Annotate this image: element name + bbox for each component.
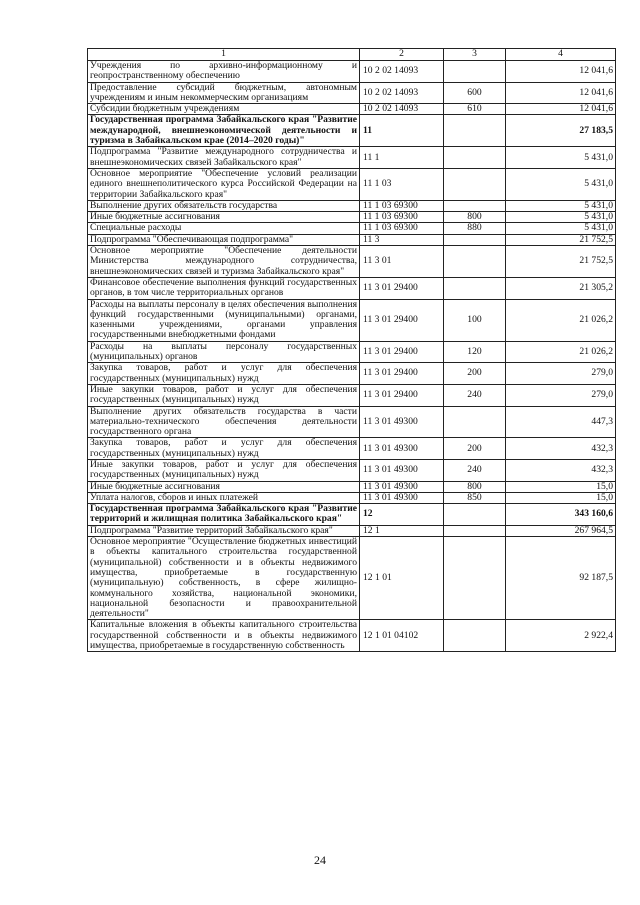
- cell-amount: 279,0: [506, 384, 616, 406]
- cell-code: 11 1 03 69300: [360, 212, 444, 223]
- table-row: [88, 223, 616, 234]
- cell-amount: 21 752,5: [506, 246, 616, 278]
- cell-amount: 21 026,2: [506, 341, 616, 363]
- cell-code: 11 3 01 49300: [360, 492, 444, 503]
- cell-name: Государственная программа Забайкальского края "Развитие территорий и жилищная политика Забайкальского края": [88, 504, 360, 526]
- cell-amount: 27 183,5: [506, 115, 616, 147]
- cell-type: 610: [444, 104, 506, 115]
- cell-code: 12: [360, 504, 444, 526]
- cell-code: 11 1 03 69300: [360, 200, 444, 211]
- table-row: [88, 104, 616, 115]
- cell-name: Расходы на выплаты персоналу государственных (муниципальных) органов: [88, 341, 360, 363]
- table-row: [88, 438, 616, 460]
- cell-type: 200: [444, 363, 506, 385]
- cell-type: 200: [444, 438, 506, 460]
- cell-amount: 21 305,2: [506, 277, 616, 299]
- cell-amount: 21 026,2: [506, 299, 616, 341]
- cell-code: 12 1 01 04102: [360, 620, 444, 652]
- cell-code: 11 3 01 29400: [360, 277, 444, 299]
- cell-amount: 267 964,5: [506, 525, 616, 536]
- table-row: [88, 200, 616, 211]
- table-row: [88, 246, 616, 278]
- cell-code: 10 2 02 14093: [360, 82, 444, 104]
- cell-name: Иные закупки товаров, работ и услуг для обеспечения государственных (муниципальных) нужд: [88, 459, 360, 481]
- budget-table-container: [87, 48, 615, 652]
- cell-amount: 12 041,6: [506, 104, 616, 115]
- cell-amount: 2 922,4: [506, 620, 616, 652]
- cell-code: 11 3 01 29400: [360, 299, 444, 341]
- table-row: [88, 234, 616, 245]
- cell-amount: 12 041,6: [506, 82, 616, 104]
- table-row: [88, 492, 616, 503]
- cell-type: 880: [444, 223, 506, 234]
- table-row: [88, 82, 616, 104]
- cell-type: [444, 147, 506, 169]
- cell-name: Учреждения по архивно-информационному и геопространственному обеспечению: [88, 61, 360, 83]
- cell-code: 11 3: [360, 234, 444, 245]
- cell-amount: 92 187,5: [506, 537, 616, 620]
- table-row: [88, 537, 616, 620]
- cell-amount: 5 431,0: [506, 223, 616, 234]
- cell-name: Основное мероприятие "Обеспечение деятельности Министерства международного сотрудничества, внешнеэкономических связей и туризма Забайкальского края": [88, 246, 360, 278]
- cell-type: 120: [444, 341, 506, 363]
- cell-type: 850: [444, 492, 506, 503]
- cell-code: 10 2 02 14093: [360, 104, 444, 115]
- cell-amount: 279,0: [506, 363, 616, 385]
- table-row: [88, 277, 616, 299]
- cell-amount: 12 041,6: [506, 61, 616, 83]
- cell-name: Закупка товаров, работ и услуг для обеспечения государственных (муниципальных) нужд: [88, 438, 360, 460]
- cell-amount: 432,3: [506, 459, 616, 481]
- table-row: [88, 168, 616, 200]
- cell-type: [444, 234, 506, 245]
- cell-code: 11 1 03 69300: [360, 223, 444, 234]
- table-row: [88, 299, 616, 341]
- cell-code: 11 3 01 49300: [360, 481, 444, 492]
- cell-type: [444, 406, 506, 438]
- cell-code: 11 3 01 29400: [360, 363, 444, 385]
- table-row: [88, 341, 616, 363]
- cell-type: [444, 620, 506, 652]
- cell-amount: 447,3: [506, 406, 616, 438]
- cell-code: 11 1: [360, 147, 444, 169]
- cell-code: 11 3 01 49300: [360, 438, 444, 460]
- table-row: [88, 384, 616, 406]
- cell-name: Подпрограмма "Обеспечивающая подпрограмма": [88, 234, 360, 245]
- cell-name: Иные закупки товаров, работ и услуг для обеспечения государственных (муниципальных) нужд: [88, 384, 360, 406]
- cell-amount: 21 752,5: [506, 234, 616, 245]
- cell-name: Расходы на выплаты персоналу в целях обеспечения выполнения функций государственными (муниципальными) органами, казенными учреждениями, органами управления государственными внебюджетными фондами: [88, 299, 360, 341]
- cell-name: Подпрограмма "Развитие международного сотрудничества и внешнеэкономических связей Забайкальского края": [88, 147, 360, 169]
- table-body: [88, 61, 616, 652]
- cell-name: Уплата налогов, сборов и иных платежей: [88, 492, 360, 503]
- cell-code: 11 3 01 49300: [360, 406, 444, 438]
- cell-amount: 432,3: [506, 438, 616, 460]
- cell-name: Предоставление субсидий бюджетным, автономным учреждениям и иным некоммерческим организациям: [88, 82, 360, 104]
- header-cell-amount: 4: [506, 49, 616, 61]
- cell-code: 12 1 01: [360, 537, 444, 620]
- cell-type: [444, 61, 506, 83]
- table-row: [88, 115, 616, 147]
- cell-name: Специальные расходы: [88, 223, 360, 234]
- cell-type: [444, 504, 506, 526]
- table-row: [88, 212, 616, 223]
- cell-type: [444, 277, 506, 299]
- cell-type: [444, 168, 506, 200]
- cell-amount: 343 160,6: [506, 504, 616, 526]
- cell-amount: 5 431,0: [506, 212, 616, 223]
- cell-type: [444, 537, 506, 620]
- table-row: [88, 147, 616, 169]
- budget-table: [87, 48, 616, 652]
- cell-type: [444, 115, 506, 147]
- cell-amount: 15,0: [506, 492, 616, 503]
- header-cell-name: 1: [88, 49, 360, 61]
- table-row: [88, 459, 616, 481]
- cell-amount: 5 431,0: [506, 147, 616, 169]
- header-cell-type: 3: [444, 49, 506, 61]
- cell-name: Финансовое обеспечение выполнения функций государственных органов, в том числе территориальных органов: [88, 277, 360, 299]
- cell-name: Иные бюджетные ассигнования: [88, 481, 360, 492]
- page-number: 24: [314, 853, 326, 867]
- cell-type: 800: [444, 481, 506, 492]
- table-row: [88, 525, 616, 536]
- cell-code: 11 3 01 49300: [360, 459, 444, 481]
- cell-name: Субсидии бюджетным учреждениям: [88, 104, 360, 115]
- cell-name: Выполнение других обязательств государства в части материально-технического обеспечения деятельности государственного органа: [88, 406, 360, 438]
- cell-name: Закупка товаров, работ и услуг для обеспечения государственных (муниципальных) нужд: [88, 363, 360, 385]
- cell-code: 11 1 03: [360, 168, 444, 200]
- table-row: [88, 504, 616, 526]
- cell-code: 11: [360, 115, 444, 147]
- cell-name: Основное мероприятие "Обеспечение условий реализации единого внешнеполитического курса Российской Федерации на территории Забайкальского края": [88, 168, 360, 200]
- cell-amount: 5 431,0: [506, 168, 616, 200]
- cell-type: [444, 246, 506, 278]
- cell-type: [444, 200, 506, 211]
- cell-type: 240: [444, 384, 506, 406]
- table-row: [88, 363, 616, 385]
- table-row: [88, 620, 616, 652]
- cell-amount: 5 431,0: [506, 200, 616, 211]
- header-cell-code: 2: [360, 49, 444, 61]
- cell-name: Основное мероприятие "Осуществление бюджетных инвестиций в объекты капитального строительства государственной (муниципальной) собственности и в объекты недвижимого имущества, приобретаемые в государственную (муниципальную) собственность, в сфере жилищно-коммунального хозяйства, национальной экономики, национальной безопасности и правоохранительной деятельности": [88, 537, 360, 620]
- table-row: [88, 481, 616, 492]
- cell-name: Капитальные вложения в объекты капитального строительства государственной собственности и в объекты недвижимого имущества, приобретаемые в государственную собственность: [88, 620, 360, 652]
- table-row: [88, 61, 616, 83]
- cell-type: 100: [444, 299, 506, 341]
- cell-type: 800: [444, 212, 506, 223]
- cell-code: 11 3 01 29400: [360, 384, 444, 406]
- table-row: [88, 406, 616, 438]
- cell-type: 600: [444, 82, 506, 104]
- cell-code: 12 1: [360, 525, 444, 536]
- cell-type: [444, 525, 506, 536]
- cell-code: 11 3 01 29400: [360, 341, 444, 363]
- cell-name: Выполнение других обязательств государства: [88, 200, 360, 211]
- cell-name: Подпрограмма "Развитие территорий Забайкальского края": [88, 525, 360, 536]
- cell-code: 11 3 01: [360, 246, 444, 278]
- table-header-row: [88, 49, 616, 61]
- cell-type: 240: [444, 459, 506, 481]
- cell-name: Государственная программа Забайкальского края "Развитие международной, внешнеэкономической деятельности и туризма в Забайкальском крае (2014–2020 годы)": [88, 115, 360, 147]
- cell-name: Иные бюджетные ассигнования: [88, 212, 360, 223]
- cell-code: 10 2 02 14093: [360, 61, 444, 83]
- cell-amount: 15,0: [506, 481, 616, 492]
